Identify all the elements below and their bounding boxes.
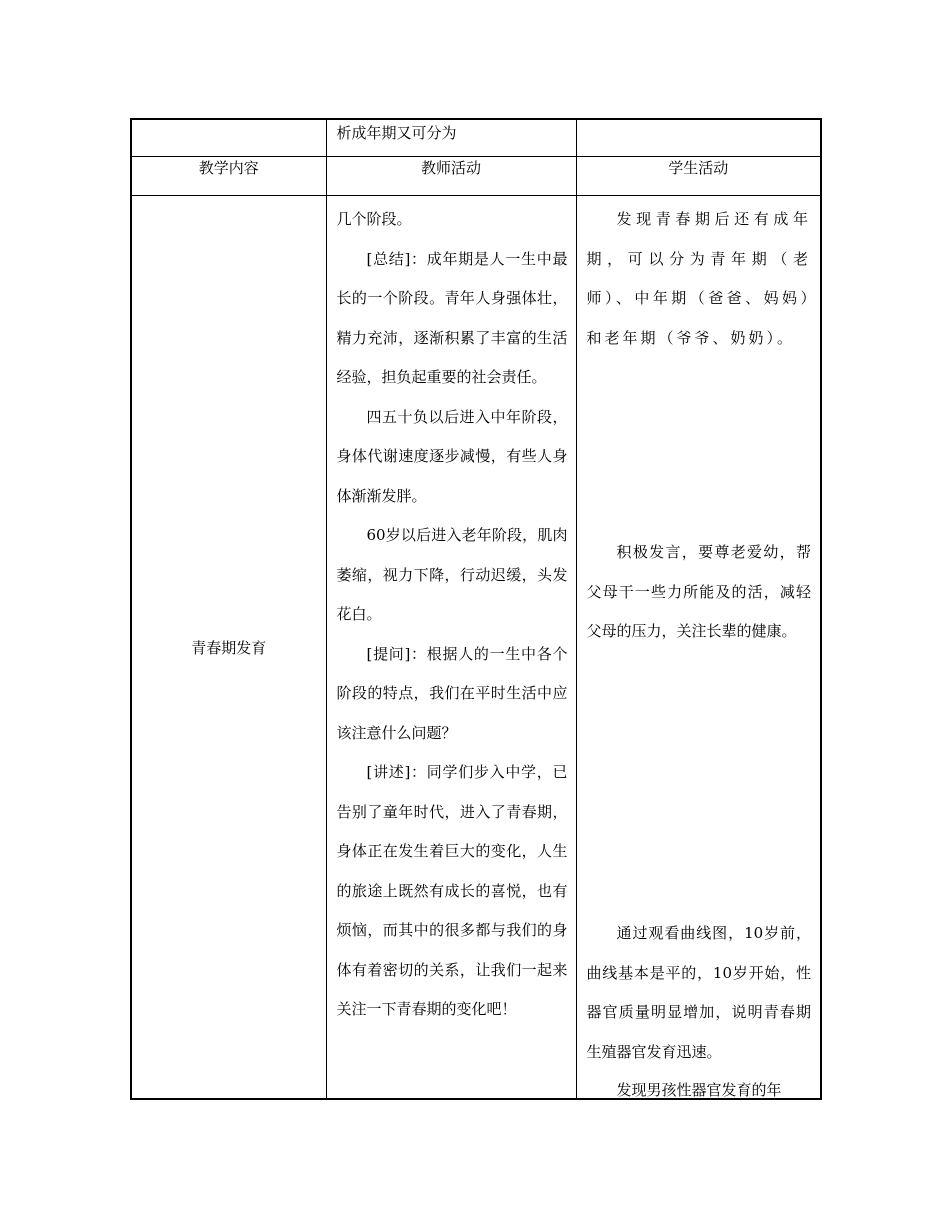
header-row: [131, 157, 821, 196]
teacher-paragraph: [提问]：根据人的一生中各个阶段的特点，我们在平时生活中应该注意什么问题？: [336, 644, 568, 742]
teacher-continuation-text: 析成年期又可分为: [336, 124, 457, 142]
teacher-paragraph: [讲述]：同学们步入中学，已告别了童年时代，进入了青春期，身体正在发生着巨大的变化，人生的旅途上既然有成长的喜悦，也有烦恼，而其中的很多都与我们的身体有着密切的关系，让我们一起来关注一下青春期的变化吧！: [336, 763, 568, 1018]
teacher-paragraph: 60岁以后进入老年阶段，肌肉萎缩，视力下降，行动迟缓，头发花白。: [336, 526, 568, 623]
header-teaching-content: 教学内容: [131, 157, 326, 196]
teacher-activity-cell: [326, 196, 576, 1100]
body-row: [131, 196, 821, 1100]
student-paragraph: 积极发言，要尊老爱幼，帮父母干一些力所能及的活，减轻父母的压力，关注长辈的健康。: [586, 543, 811, 640]
header-student-activity: 学生活动: [576, 157, 821, 196]
student-activity-cell: [576, 196, 821, 1100]
topic-cell: 青春期发育: [131, 196, 326, 1100]
header-teacher-activity: 教师活动: [326, 157, 576, 196]
student-paragraph: 发现青春期后还有成年期，可以分为青年期（老师）、中年期（爸爸、妈妈）和老年期（爷爷、奶奶）。: [586, 210, 811, 347]
teacher-paragraph: 几个阶段。: [336, 210, 412, 228]
top-cell-student: [576, 119, 821, 157]
student-paragraph: 发现男孩性器官发育的年: [616, 1081, 782, 1099]
lesson-plan-table: [130, 118, 822, 1100]
continuation-row: [131, 119, 821, 157]
student-paragraph: 通过观看曲线图，10岁前，曲线基本是平的，10岁开始，性器官质量明显增加，说明青春期生殖器官发育迅速。: [586, 924, 811, 1061]
teacher-paragraph: 四五十负以后进入中年阶段，身体代谢速度逐步减慢，有些人身体渐渐发胖。: [336, 407, 568, 505]
top-cell-teacher: [326, 119, 576, 157]
teacher-paragraph: [总结]：成年期是人一生中最长的一个阶段。青年人身强体壮，精力充沛，逐渐积累了丰富的生活经验，担负起重要的社会责任。: [336, 249, 568, 386]
top-cell-content: [131, 119, 326, 157]
